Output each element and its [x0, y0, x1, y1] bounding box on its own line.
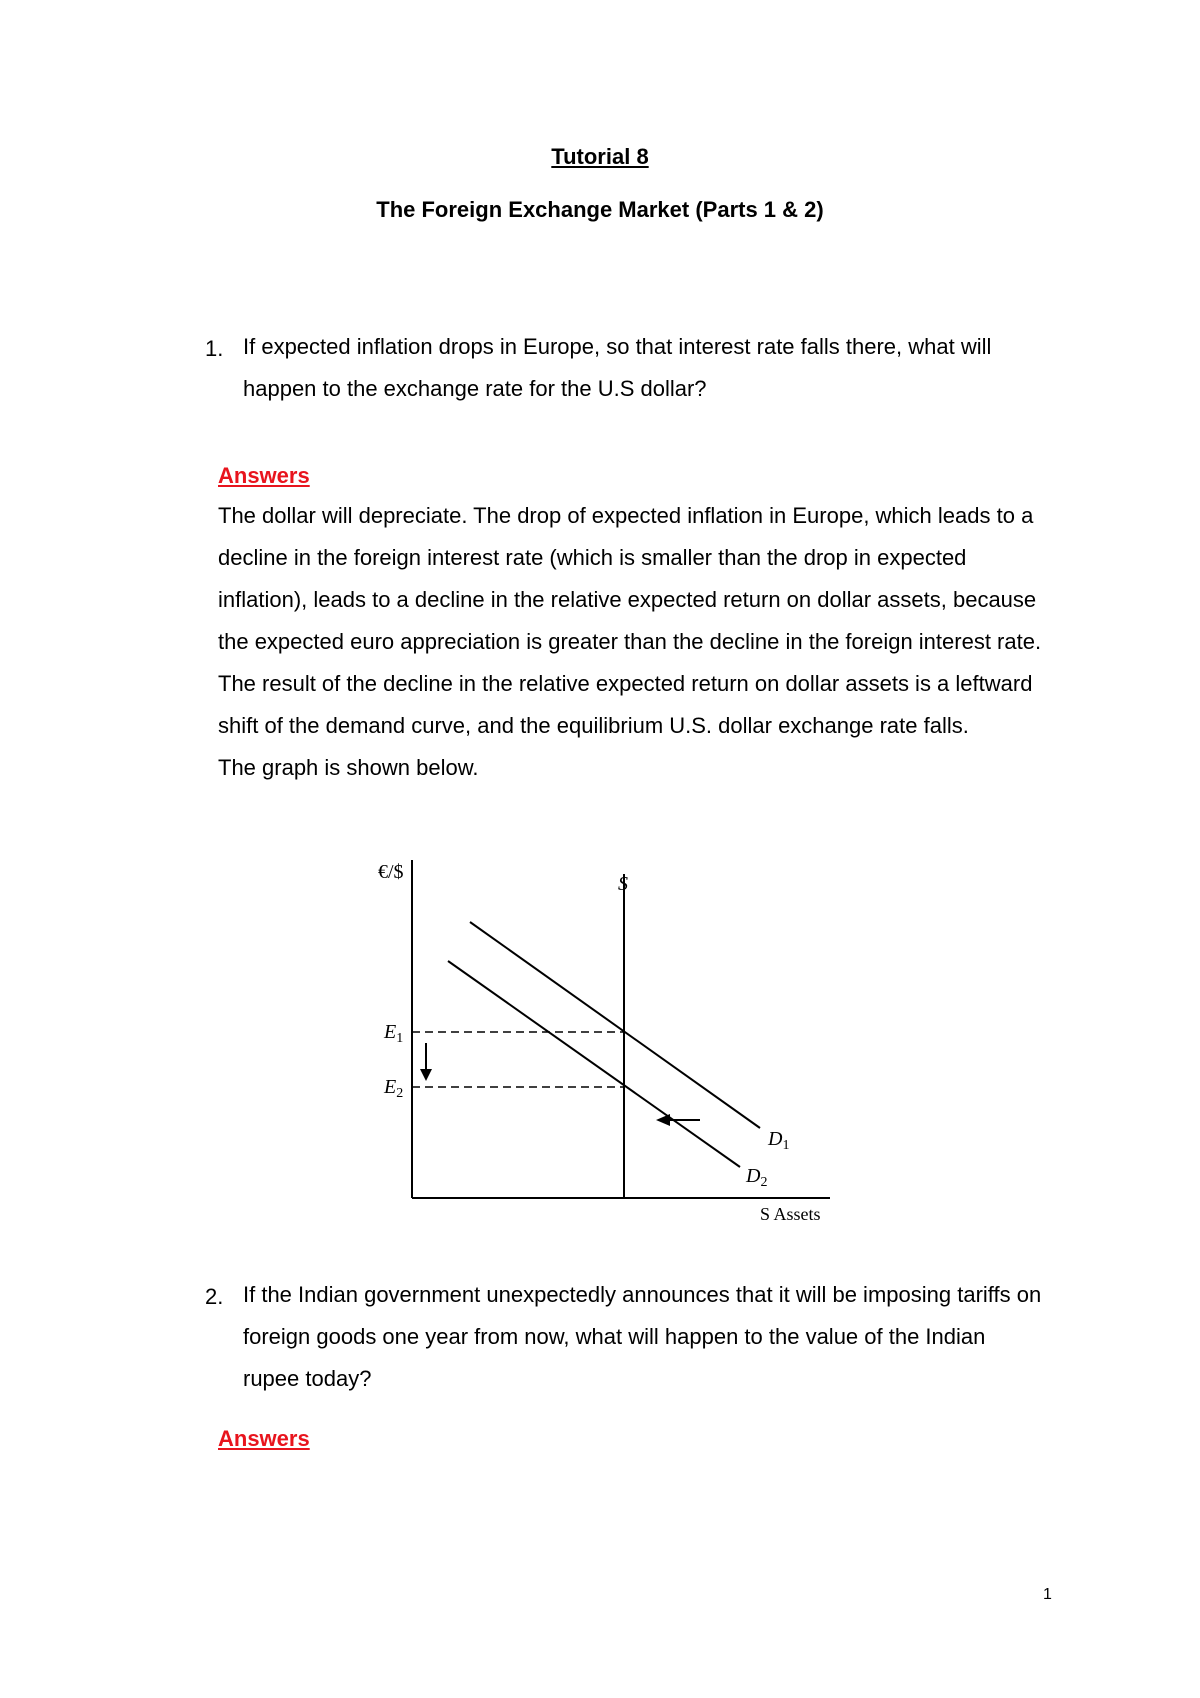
question-2-number: 2. — [205, 1284, 224, 1309]
x-axis-label: S Assets — [760, 1204, 821, 1224]
y-axis-label: €/$ — [378, 861, 404, 883]
supply-label: S — [618, 873, 628, 895]
down-arrow-icon — [420, 1069, 432, 1081]
page-title: Tutorial 8 — [551, 144, 649, 169]
exchange-rate-graph — [370, 850, 840, 1230]
answer-1-label: Answers — [218, 463, 310, 488]
page-subtitle: The Foreign Exchange Market (Parts 1 & 2) — [376, 197, 824, 222]
e1-label: $E_1$ — [384, 1021, 404, 1046]
answer-1-body — [218, 495, 1058, 789]
question-2-text: If the Indian government unexpectedly announces that it will be imposing tariffs on foreign goods one year from now, what will happen to the value of the Indian rupee today? — [243, 1282, 1042, 1391]
d1-label: $D_1$ — [768, 1128, 790, 1153]
demand-curve-d2 — [448, 961, 740, 1167]
page-number: 1 — [1043, 1586, 1052, 1603]
e2-label: $E_2$ — [384, 1076, 404, 1101]
d2-label: $D_2$ — [746, 1165, 768, 1190]
left-arrow-icon — [656, 1114, 670, 1126]
answer-1-graph-note: The graph is shown below. — [218, 755, 479, 780]
answer-2-label: Answers — [218, 1426, 310, 1451]
question-1-text: If expected inflation drops in Europe, so that interest rate falls there, what will happen to the exchange rate for the U.S dollar? — [243, 334, 992, 401]
question-1-number: 1. — [205, 336, 224, 361]
demand-curve-d1 — [470, 922, 760, 1128]
answer-1-text: The dollar will depreciate. The drop of expected inflation in Europe, which leads to a decline in the foreign interest rate (which is smaller than the drop in expected inflation), leads to a decline in the relative expected return on dollar assets, because the expected euro appreciation is greater than the decline in the foreign interest rate. The result of the decline in the relative expected return on dollar assets is a leftward shift of the demand curve, and the equilibrium U.S. dollar exchange rate falls. — [218, 503, 1042, 738]
